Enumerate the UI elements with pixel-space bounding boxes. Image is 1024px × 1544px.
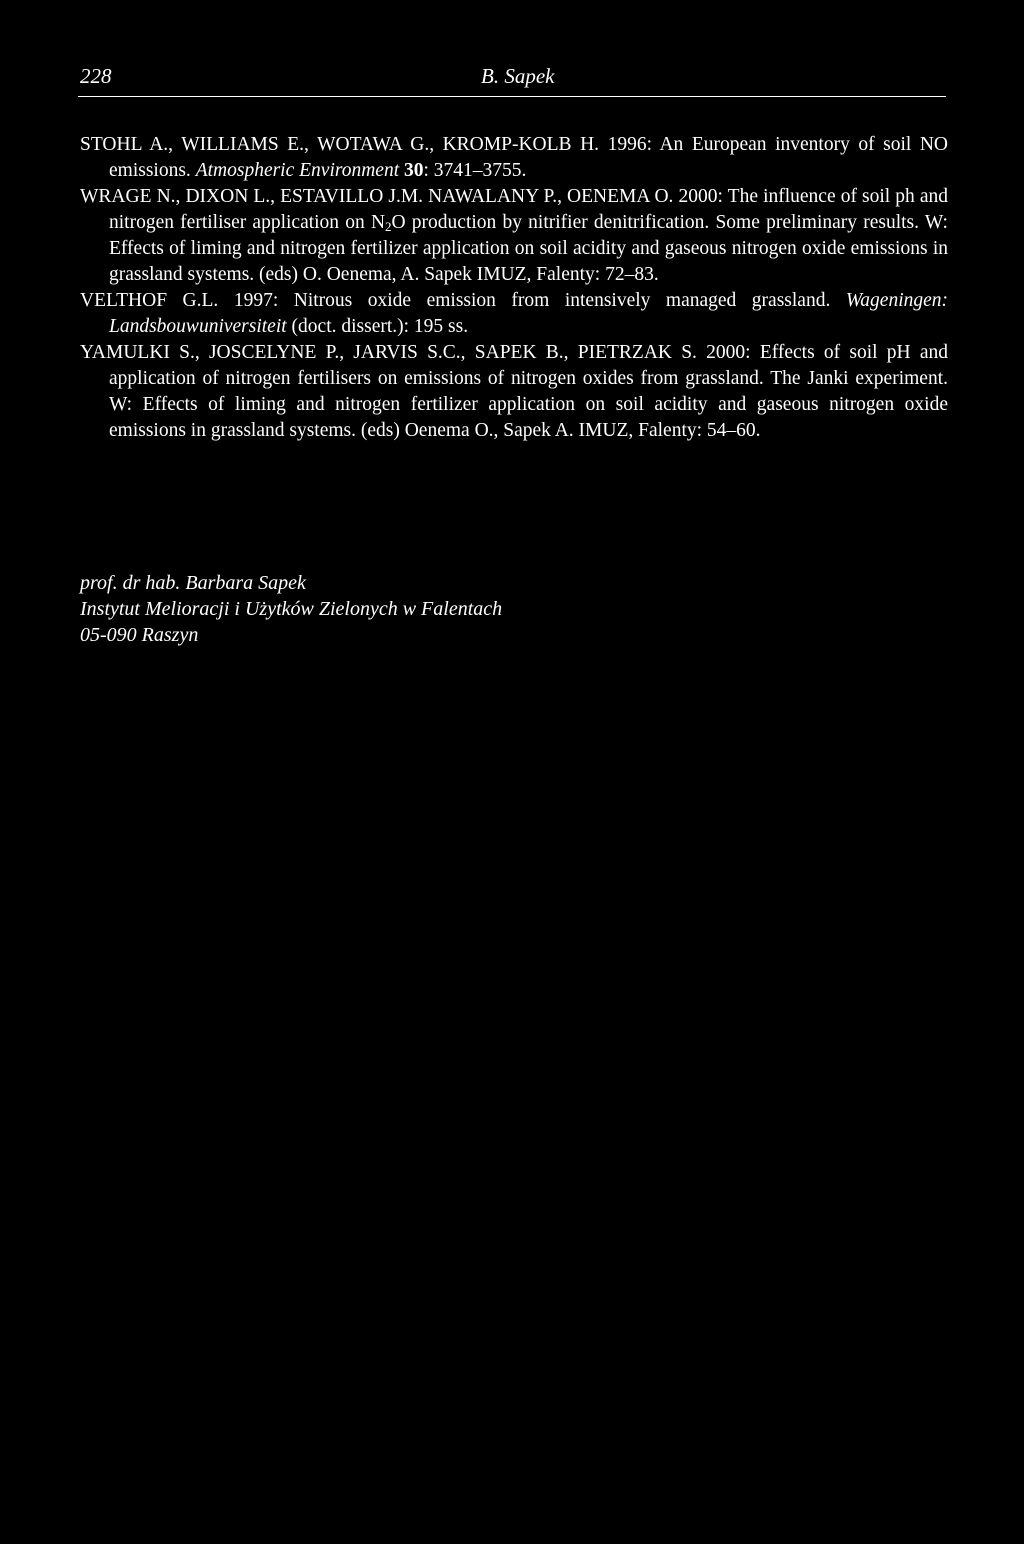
author-name: prof. dr hab. Barbara Sapek	[80, 572, 306, 594]
ref-title: Nitrous oxide emission from intensively managed grassland.	[293, 290, 831, 311]
ref-title: An European inventory of soil NO emissions.	[109, 134, 949, 181]
author-affiliation	[80, 570, 502, 648]
ref-year: 2000:	[678, 186, 723, 207]
ref-authors: YAMULKI S., JOSCELYNE P., JARVIS S.C., SAPEK B., PIETRZAK S.	[80, 342, 697, 363]
page-header	[78, 62, 946, 97]
ref-title: Effects of soil pH and application of nitrogen fertilisers on emissions of nitrogen oxides from grassland. The Janki experiment.	[109, 342, 948, 389]
reference-entry	[80, 340, 948, 444]
ref-authors: WRAGE N., DIXON L., ESTAVILLO J.M. NAWALANY P., OENEMA O.	[80, 186, 674, 207]
ref-authors: STOHL A., WILLIAMS E., WOTAWA G., KROMP-KOLB H.	[80, 134, 600, 155]
ref-year: 1996:	[607, 134, 652, 155]
reference-entry	[80, 132, 948, 184]
reference-entry	[80, 288, 948, 340]
ref-journal: Wageningen: Landsbouwuniversiteit	[109, 290, 949, 337]
author-institution: Instytut Melioracji i Użytków Zielonych w Falentach	[80, 598, 503, 620]
ref-pages: : 3741–3755.	[423, 160, 527, 181]
ref-year: 1997:	[233, 290, 279, 311]
author-address: 05-090 Raszyn	[80, 624, 199, 646]
ref-source: W: Effects of liming and nitrogen fertilizer application on soil acidity and gaseous nitrogen oxide emissions in grassland systems. (eds) Oenema O., Sapek A. IMUZ, Falenty: 54–60.	[109, 394, 948, 441]
reference-entry	[80, 184, 948, 288]
ref-volume: 30	[404, 160, 424, 181]
reference-list	[80, 132, 948, 444]
ref-title-part: The influence of soil ph and nitrogen fertiliser application on N	[109, 186, 948, 233]
page-number: 228	[80, 64, 112, 88]
running-head: B. Sapek	[481, 64, 555, 88]
ref-title-part: O production by nitrifier denitrification. Some preliminary results.	[391, 212, 920, 233]
ref-title-subscript: 2	[385, 219, 392, 234]
ref-source: (doct. dissert.): 195 ss.	[291, 316, 469, 337]
ref-authors: VELTHOF G.L.	[80, 290, 219, 311]
ref-journal: Atmospheric Environment	[195, 160, 400, 181]
ref-source: W: Effects of liming and nitrogen fertilizer application on soil acidity and gaseous nitrogen oxide emissions in grassland systems. (eds) O. Oenema, A. Sapek IMUZ, Falenty: 72–83.	[109, 212, 948, 285]
ref-year: 2000:	[706, 342, 751, 363]
